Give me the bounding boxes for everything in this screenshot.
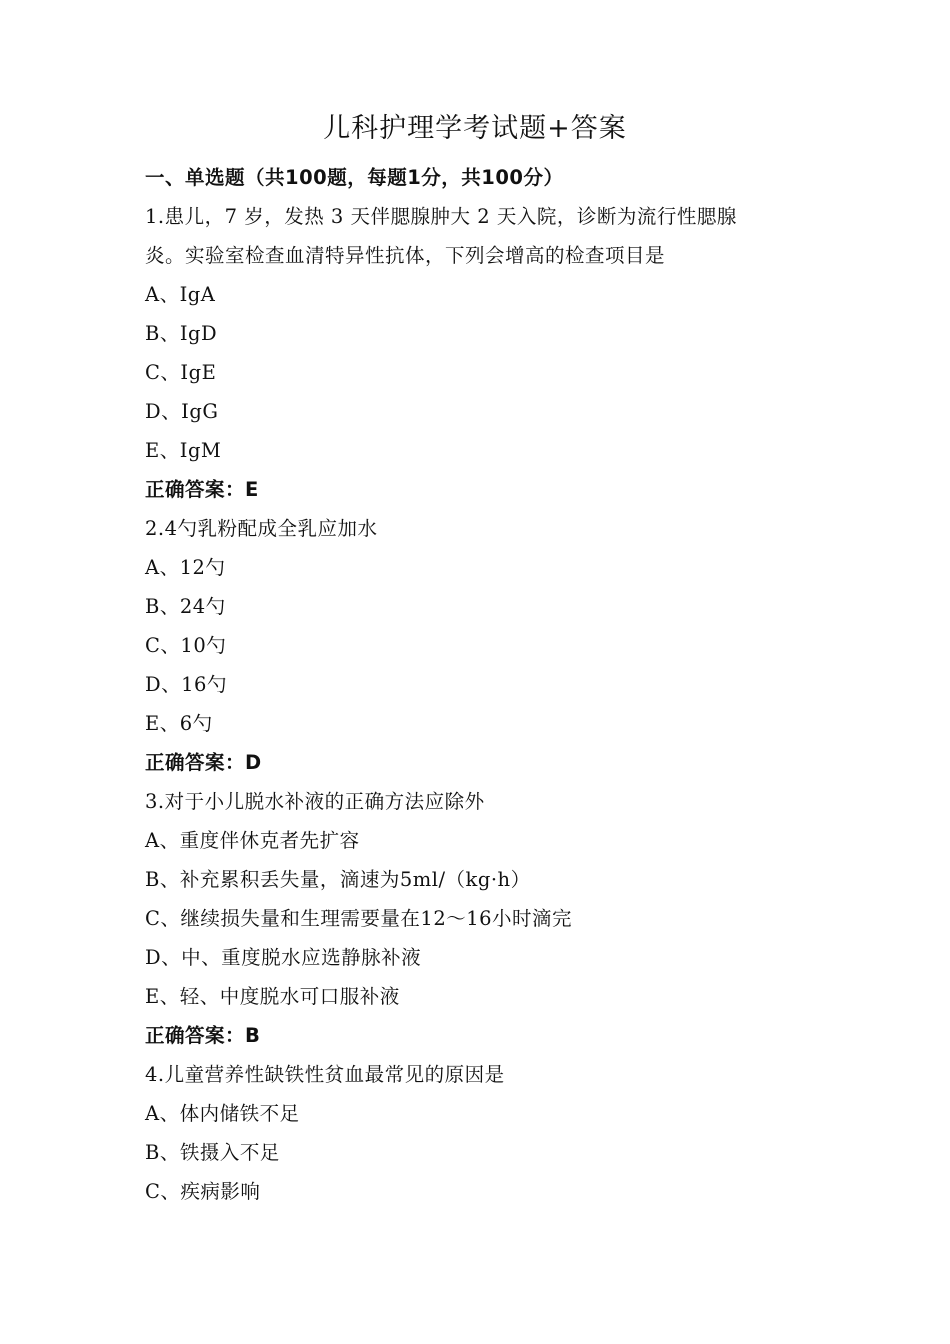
option-c: C、10勺	[145, 634, 227, 657]
correct-answer: 正确答案：B	[145, 1024, 261, 1047]
question-stem: 2.4勺乳粉配成全乳应加水	[145, 517, 378, 540]
option-c: C、疾病影响	[145, 1180, 261, 1203]
option-a: A、体内储铁不足	[145, 1102, 300, 1125]
option-d: D、IgG	[145, 400, 219, 423]
option-b: B、铁摄入不足	[145, 1141, 280, 1164]
option-d: D、16勺	[145, 673, 227, 696]
question-stem: 1.患儿，7 岁，发热 3 天伴腮腺肿大 2 天入院，诊断为流行性腮腺	[145, 205, 737, 228]
option-b: B、24勺	[145, 595, 226, 618]
option-c: C、继续损失量和生理需要量在12～16小时滴完	[145, 907, 573, 930]
option-b: B、补充累积丢失量，滴速为5ml/（kg·h）	[145, 868, 531, 891]
option-a: A、12勺	[145, 556, 226, 579]
correct-answer: 正确答案：E	[145, 478, 259, 501]
question-stem: 3.对于小儿脱水补液的正确方法应除外	[145, 790, 485, 813]
option-c: C、IgE	[145, 361, 217, 384]
option-a: A、重度伴休克者先扩容	[145, 829, 360, 852]
question-3	[145, 782, 825, 1055]
question-stem-continued: 炎。实验室检查血清特异性抗体，下列会增高的检查项目是	[145, 244, 666, 267]
question-stem: 4.儿童营养性缺铁性贫血最常见的原因是	[145, 1063, 505, 1086]
question-2	[145, 509, 825, 782]
option-d: D、中、重度脱水应选静脉补液	[145, 946, 422, 969]
correct-answer: 正确答案：D	[145, 751, 262, 774]
option-a: A、IgA	[145, 283, 216, 306]
option-e: E、6勺	[145, 712, 213, 735]
option-b: B、IgD	[145, 322, 218, 345]
section-heading: 一、单选题（共100题，每题1分，共100分）	[145, 166, 564, 189]
option-e: E、轻、中度脱水可口服补液	[145, 985, 400, 1008]
document-body	[145, 158, 825, 1211]
document-title: 儿科护理学考试题+答案	[323, 113, 627, 144]
question-1	[145, 197, 825, 509]
question-4	[145, 1055, 825, 1211]
option-e: E、IgM	[145, 439, 222, 462]
